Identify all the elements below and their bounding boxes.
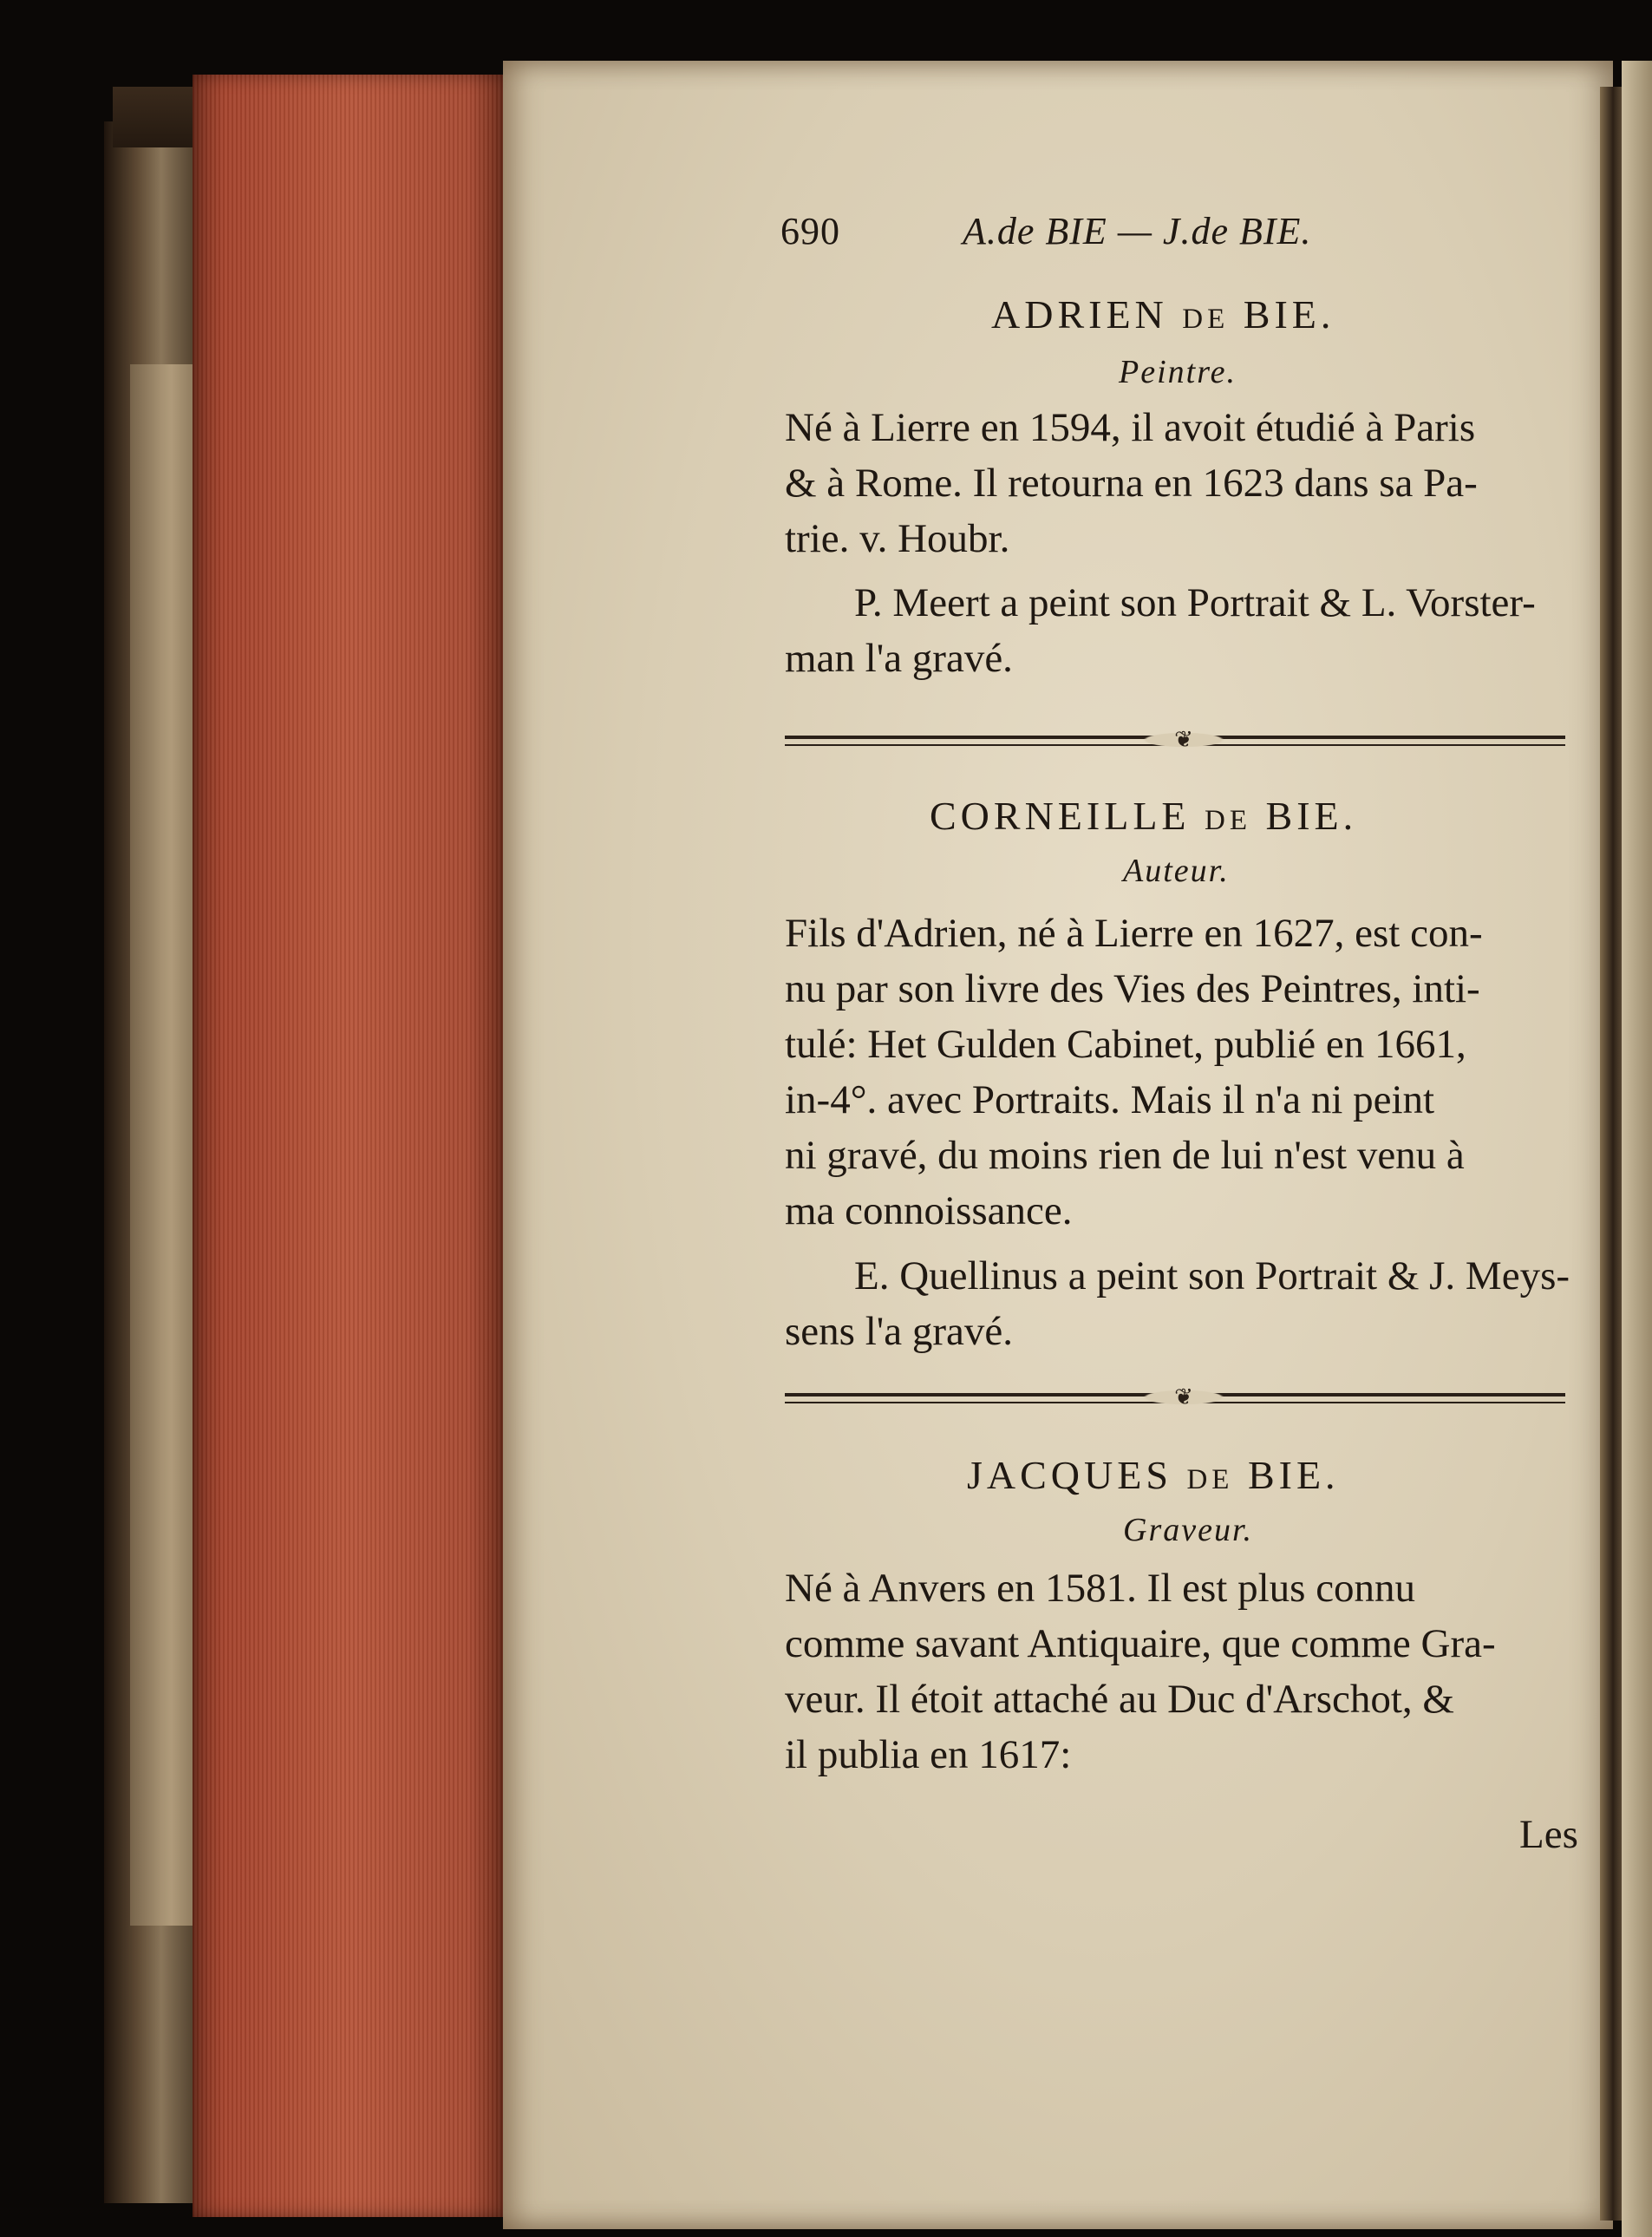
rule-ornament: ❦ — [1136, 1389, 1231, 1406]
entry-text-line: in-4°. avec Portraits. Mais il n'a ni peint — [785, 1077, 1435, 1122]
entry-title-corneille: CORNEILLE DE BIE. — [930, 794, 1358, 838]
catchword: Les — [1519, 1812, 1578, 1857]
portrait-note-line: sens l'a gravé. — [785, 1309, 1013, 1354]
red-page-edges — [193, 75, 506, 2217]
entry-role: Graveur. — [1123, 1512, 1254, 1548]
entry-text-line: ma connoissance. — [785, 1188, 1073, 1233]
page-number: 690 — [780, 210, 840, 252]
entry-text-line: Né à Lierre en 1594, il avoit étudié à Paris — [785, 405, 1476, 450]
entry-text-line: ni gravé, du moins rien de lui n'est venu à — [785, 1133, 1465, 1178]
running-title: A.de BIE — J.de BIE. — [963, 210, 1312, 252]
entry-text-line: trie. v. Houbr. — [785, 516, 1010, 561]
entry-text-line: Né à Anvers en 1581. Il est plus connu — [785, 1566, 1416, 1611]
portrait-note-line: E. Quellinus a peint son Portrait & J. Meys- — [854, 1253, 1570, 1298]
entry-text-line: & à Rome. Il retourna en 1623 dans sa Pa- — [785, 461, 1478, 506]
portrait-note-line: man l'a gravé. — [785, 636, 1013, 681]
rule-ornament: ❦ — [1136, 731, 1231, 749]
facing-page-edge — [1622, 61, 1652, 2237]
entry-text-line: nu par son livre des Vies des Peintres, inti- — [785, 966, 1480, 1011]
entry-text-line: Fils d'Adrien, né à Lierre en 1627, est con- — [785, 911, 1483, 956]
entry-title-jacques: JACQUES DE BIE. — [967, 1453, 1340, 1497]
entry-title-adrien: ADRIEN DE BIE. — [991, 292, 1335, 337]
entry-text-line: veur. Il étoit attaché au Duc d'Arschot, & — [785, 1677, 1454, 1722]
entry-text-line: tulé: Het Gulden Cabinet, publié en 1661, — [785, 1022, 1466, 1067]
portrait-note-line: P. Meert a peint son Portrait & L. Vorster- — [854, 580, 1536, 625]
entry-text-line: comme savant Antiquaire, que comme Gra- — [785, 1621, 1496, 1666]
entry-role: Peintre. — [1119, 354, 1237, 390]
entry-role: Auteur. — [1123, 853, 1230, 889]
entry-text-line: il publia en 1617: — [785, 1732, 1072, 1777]
